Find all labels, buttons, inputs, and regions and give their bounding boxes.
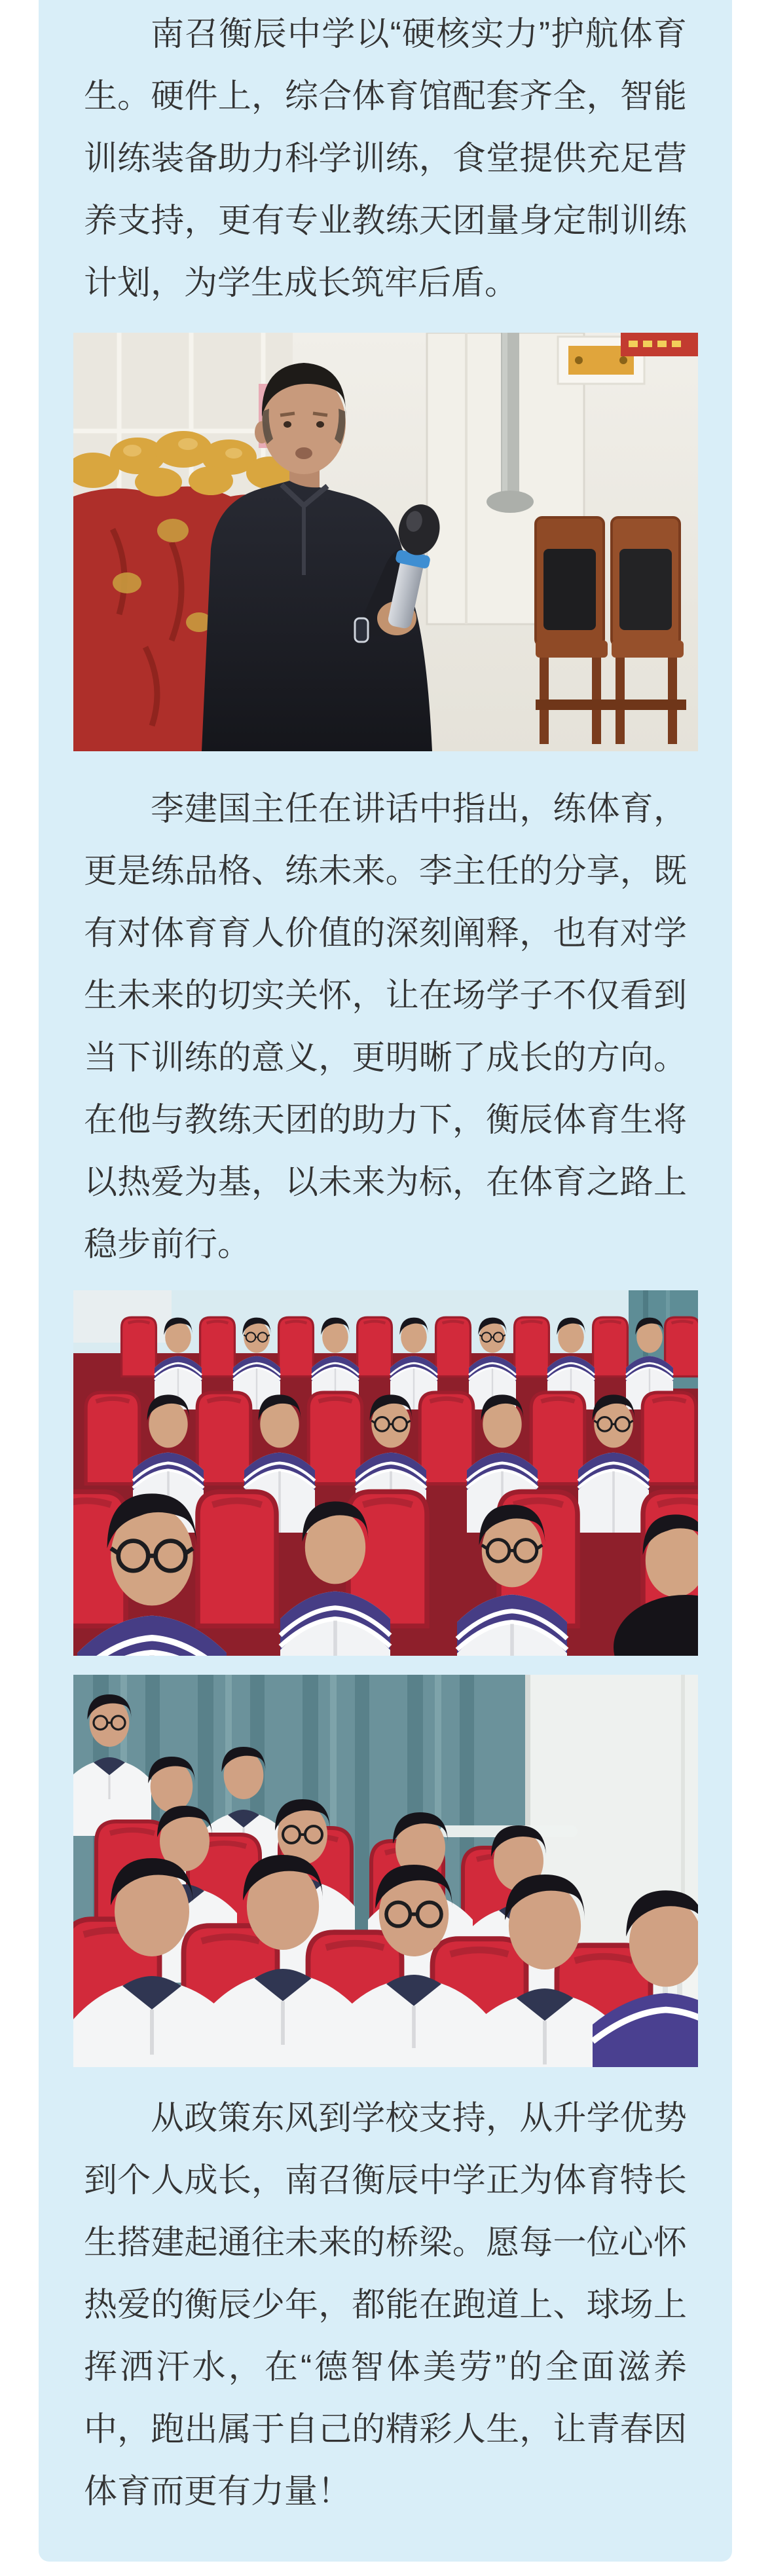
paragraph: 李建国主任在讲话中指出，练体育，更是练品格、练未来。李主任的分享，既有对体育育人价值的深刻阐释，也有对学生未来的切实关怀，让在场学子不仅看到当下训练的意义，更明晰了成长的方向。在他与教练天团的助力下，衡辰体育生将以热爱为基，以未来为标，在体育之路上稳步前行。 xyxy=(84,790,687,1263)
audience-back-rows-photo[interactable] xyxy=(73,1290,698,1656)
red-banner xyxy=(621,333,698,356)
speaker-photo-art xyxy=(73,333,698,751)
paragraph: 南召衡辰中学以“硬核实力”护航体育生。硬件上，综合体育馆配套齐全，智能训练装备助力科学训练，食堂提供充足营养支持，更有专业教练天团量身定制训练计划，为学生成长筑牢后盾。 xyxy=(84,15,687,301)
article-card xyxy=(39,0,732,2562)
audience-front-photo-art xyxy=(73,1675,698,2067)
audience-front-rows-photo[interactable] xyxy=(73,1675,698,2067)
wristwatch xyxy=(355,618,368,642)
paragraph: 从政策东风到学校支持，从升学优势到个人成长，南召衡辰中学正为体育特长生搭建起通往未来的桥梁。愿每一位心怀热爱的衡辰少年，都能在跑道上、球场上挥洒汗水，在“德智体美劳”的全面滋养中，跑出属于自己的精彩人生，让青春因体育而更有力量！ xyxy=(84,2099,687,2510)
audience-photo-art xyxy=(73,1290,698,1656)
speaker-photo[interactable] xyxy=(73,333,698,751)
